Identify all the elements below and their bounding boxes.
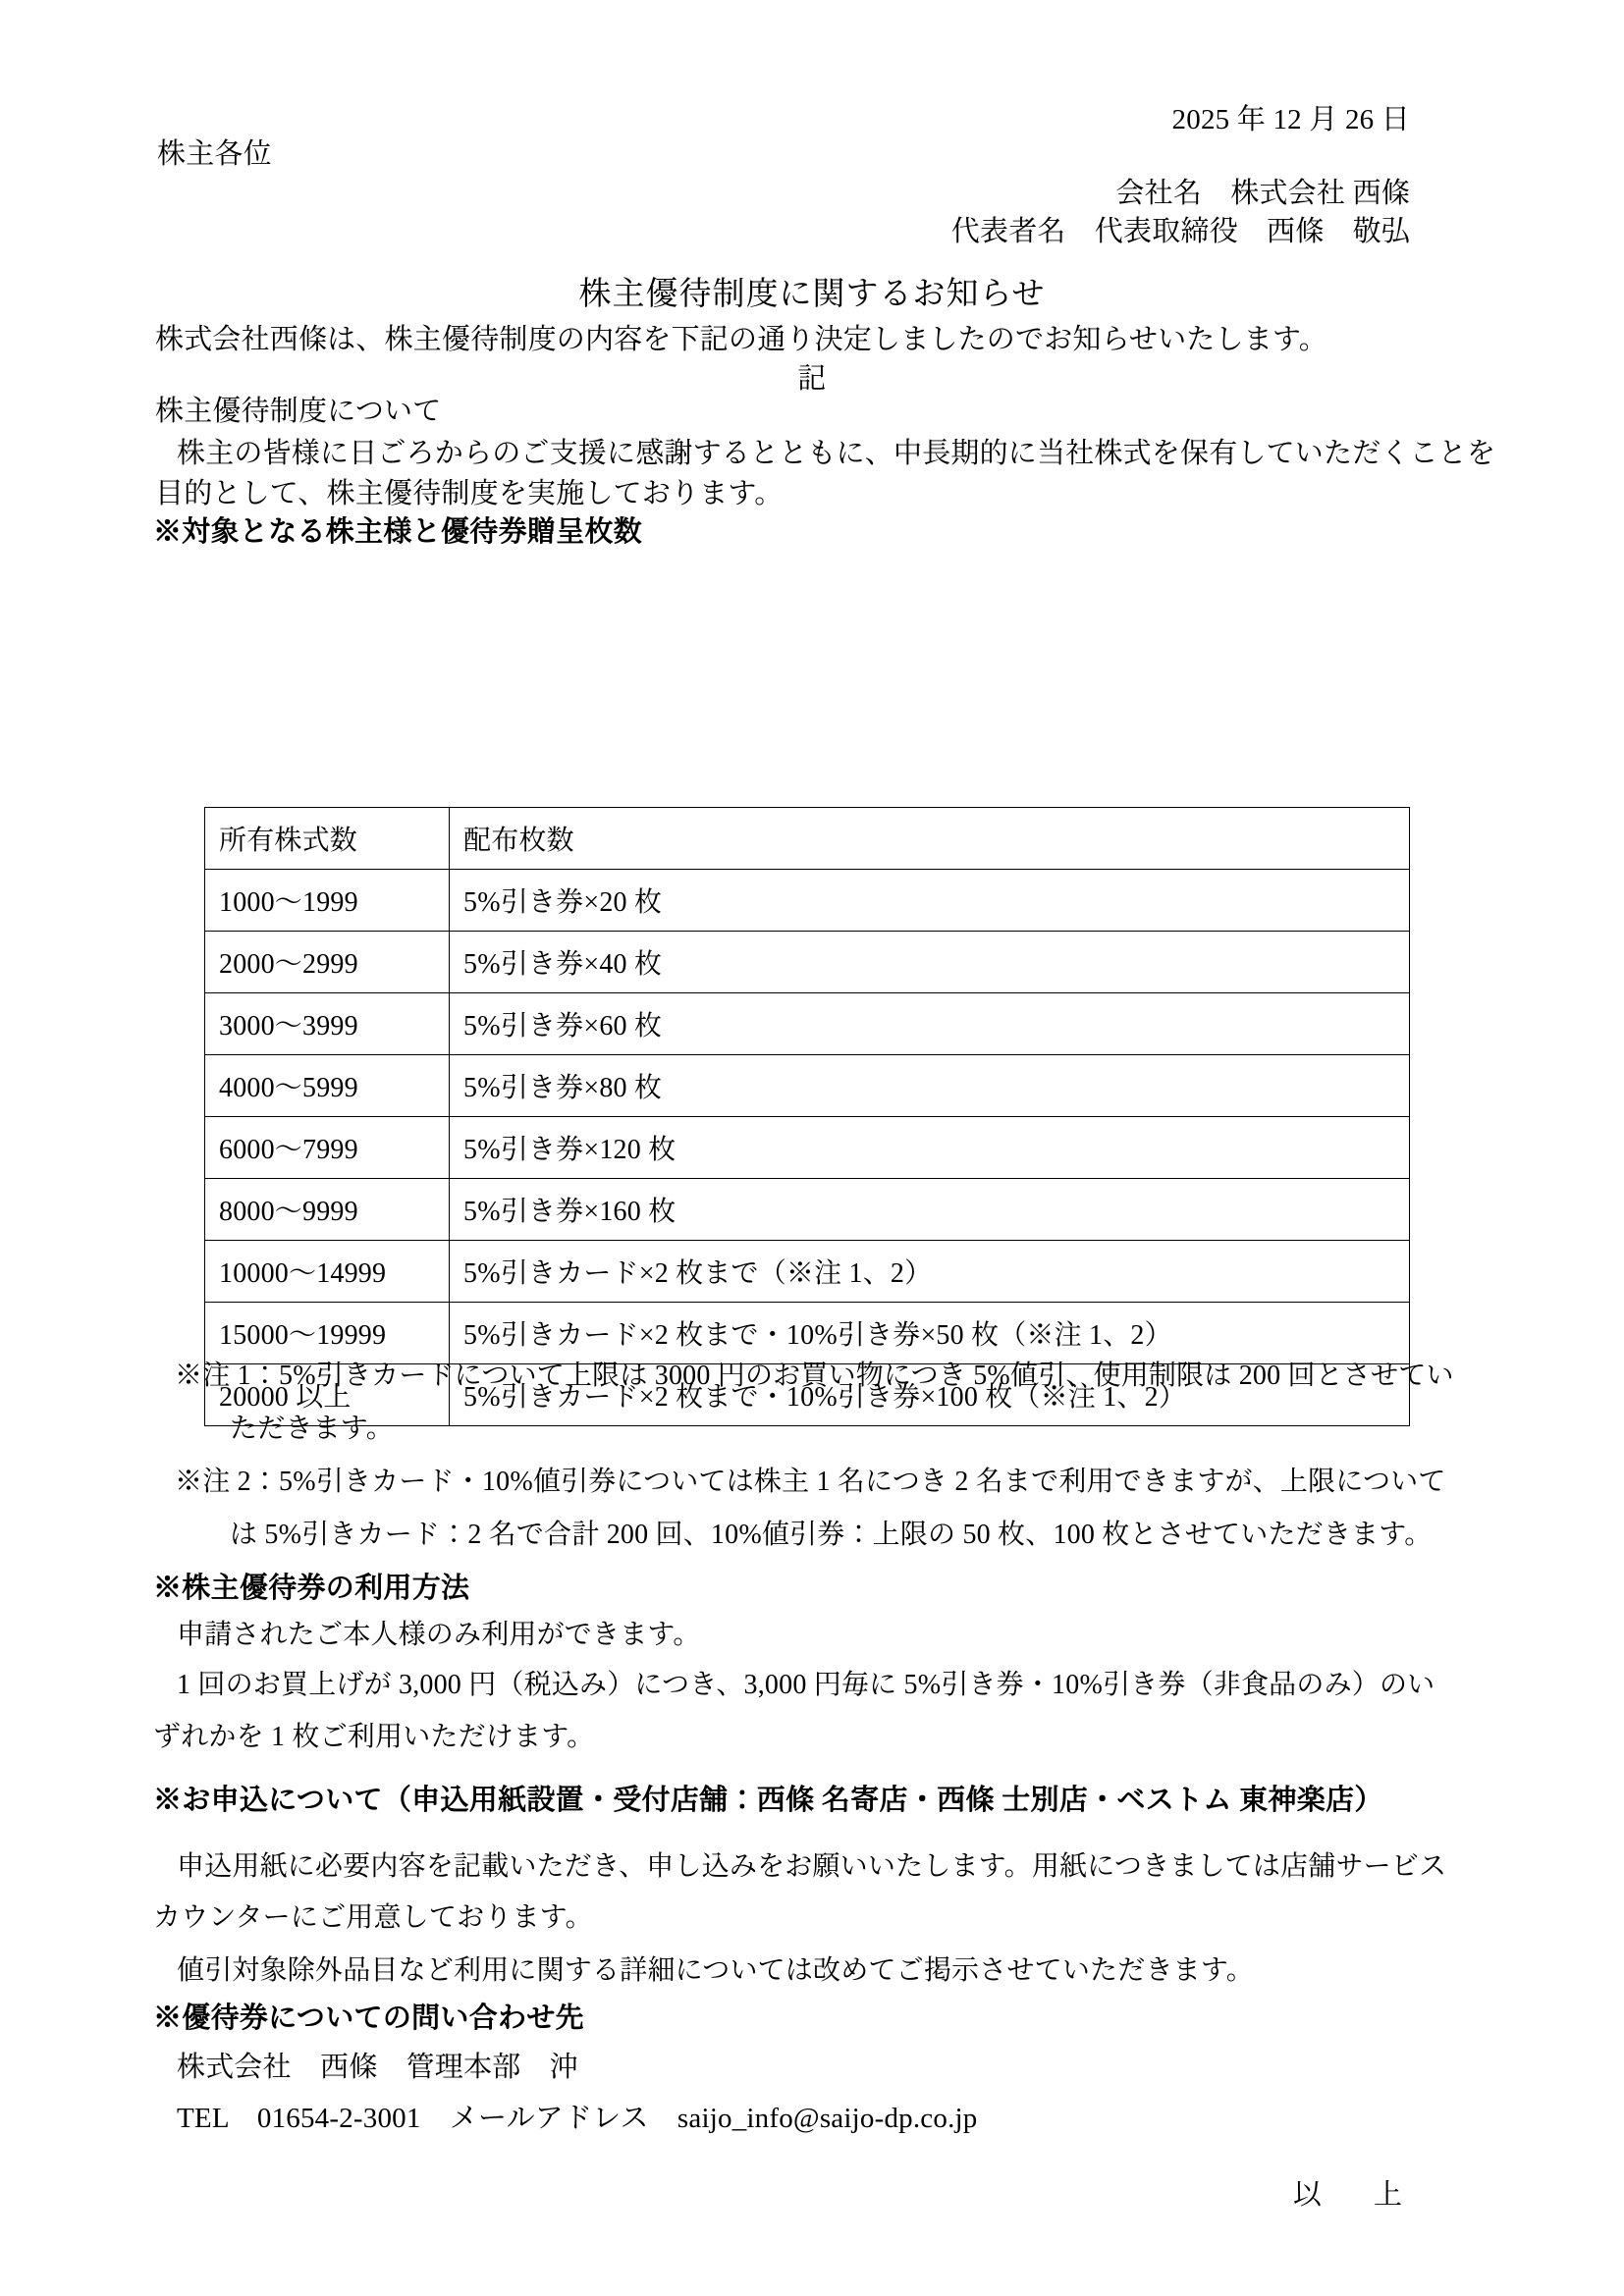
cell-shares: 10000～14999 (205, 1241, 450, 1303)
cell-shares: 2000～2999 (205, 932, 450, 993)
cell-tickets: 5%引き券×20 枚 (450, 870, 1410, 932)
note-1-line-2: ただきます。 (230, 1414, 394, 1444)
cell-shares: 4000～5999 (205, 1055, 450, 1117)
cell-tickets: 5%引きカード×2 枚まで・10%引き券×100 枚（※注 1、2） (450, 1364, 1410, 1426)
application-section-heading: ※お申込について（申込用紙設置・受付店舗：西條 名寄店・西條 士別店・ベストム 東神楽店） (153, 1785, 1383, 1816)
representative-name-line: 代表者名 代表取締役 西條 敬弘 (950, 216, 1410, 247)
application-line-2: カウンターにご用意しております。 (153, 1902, 593, 1933)
usage-section-heading: ※株主優待券の利用方法 (153, 1573, 470, 1604)
note-1-line-1: ※注 1：5%引きカードについて上限は 3000 円のお買い物につき 5%値引、使用制限は 200 回とさせてい (175, 1361, 1454, 1391)
cell-tickets: 5%引きカード×2 枚まで・10%引き券×50 枚（※注 1、2） (450, 1303, 1410, 1364)
table-row (205, 932, 1410, 993)
application-line-3: 値引対象除外品目など利用に関する詳細については改めてご掲示させていただきます。 (177, 1955, 1255, 1986)
cell-tickets: 5%引き券×120 枚 (450, 1117, 1410, 1179)
document-date: 2025 年 12 月 26 日 (1171, 104, 1410, 135)
usage-line-2: 1 回のお買上げが 3,000 円（税込み）につき、3,000 円毎に 5%引き券・10%引き券（非食品のみ）のい (177, 1670, 1435, 1700)
overview-body-line-2: 目的として、株主優待制度を実施しております。 (155, 478, 784, 509)
page-title: 株主優待制度に関するお知らせ (578, 277, 1046, 312)
benefit-table-body (205, 808, 1410, 1426)
application-line-1: 申込用紙に必要内容を記載いただき、申し込みをお願いいたします。用紙につきましては店舗サービス (177, 1851, 1447, 1882)
contact-company-line: 株式会社 西條 管理本部 沖 (177, 2052, 578, 2083)
table-header-row (205, 808, 1410, 870)
table-section-heading: ※対象となる株主様と優待券贈呈枚数 (153, 516, 643, 548)
cell-tickets: 5%引き券×40 枚 (450, 932, 1410, 993)
cell-tickets: 5%引き券×160 枚 (450, 1179, 1410, 1241)
addressee: 株主各位 (157, 138, 272, 170)
overview-heading: 株主優待制度について (155, 396, 442, 427)
table-row (205, 1303, 1410, 1364)
usage-line-1: 申請されたご本人様のみ利用ができます。 (177, 1620, 701, 1650)
cell-shares: 1000～1999 (205, 870, 450, 932)
usage-line-3: ずれかを 1 枚ご利用いただけます。 (153, 1722, 595, 1752)
cell-tickets: 5%引き券×80 枚 (450, 1055, 1410, 1117)
table-row (205, 993, 1410, 1055)
cell-tickets: 5%引き券×60 枚 (450, 993, 1410, 1055)
cell-shares: 8000～9999 (205, 1179, 450, 1241)
cell-shares: 20000 以上 (205, 1364, 450, 1426)
cell-shares: 15000～19999 (205, 1303, 450, 1364)
closing-mark: 以 上 (1292, 2179, 1414, 2211)
note-2-line-1: ※注 2：5%引きカード・10%値引券については株主 1 名につき 2 名まで利用できますが、上限について (175, 1467, 1446, 1497)
contact-tel-mail-line: TEL 01654-2-3001 メールアドレス saijo_info@saijo-dp.co.jp (177, 2103, 978, 2134)
benefit-table (204, 807, 1410, 1426)
table-row (205, 1179, 1410, 1241)
table-row (205, 1241, 1410, 1303)
cell-shares: 6000～7999 (205, 1117, 450, 1179)
lead-paragraph: 株式会社西條は、株主優待制度の内容を下記の通り決定しましたのでお知らせいたします。 (155, 324, 1328, 355)
contact-section-heading: ※優待券についての問い合わせ先 (153, 2002, 584, 2034)
column-header-tickets: 配布枚数 (450, 808, 1410, 870)
table-row (205, 870, 1410, 932)
cell-tickets: 5%引きカード×2 枚まで（※注 1、2） (450, 1241, 1410, 1303)
table-row (205, 1055, 1410, 1117)
cell-shares: 3000～3999 (205, 993, 450, 1055)
ki-mark: 記 (797, 363, 827, 395)
overview-body-line-1: 株主の皆様に日ごろからのご支援に感謝するとともに、中長期的に当社株式を保有していただくことを (177, 438, 1496, 469)
column-header-shares: 所有株式数 (205, 808, 450, 870)
table-row (205, 1117, 1410, 1179)
note-2-line-2: は 5%引きカード：2 名で合計 200 回、10%値引券：上限の 50 枚、100 枚とさせていただきます。 (230, 1520, 1433, 1550)
company-name-line: 会社名 株式会社 西條 (1115, 178, 1410, 209)
